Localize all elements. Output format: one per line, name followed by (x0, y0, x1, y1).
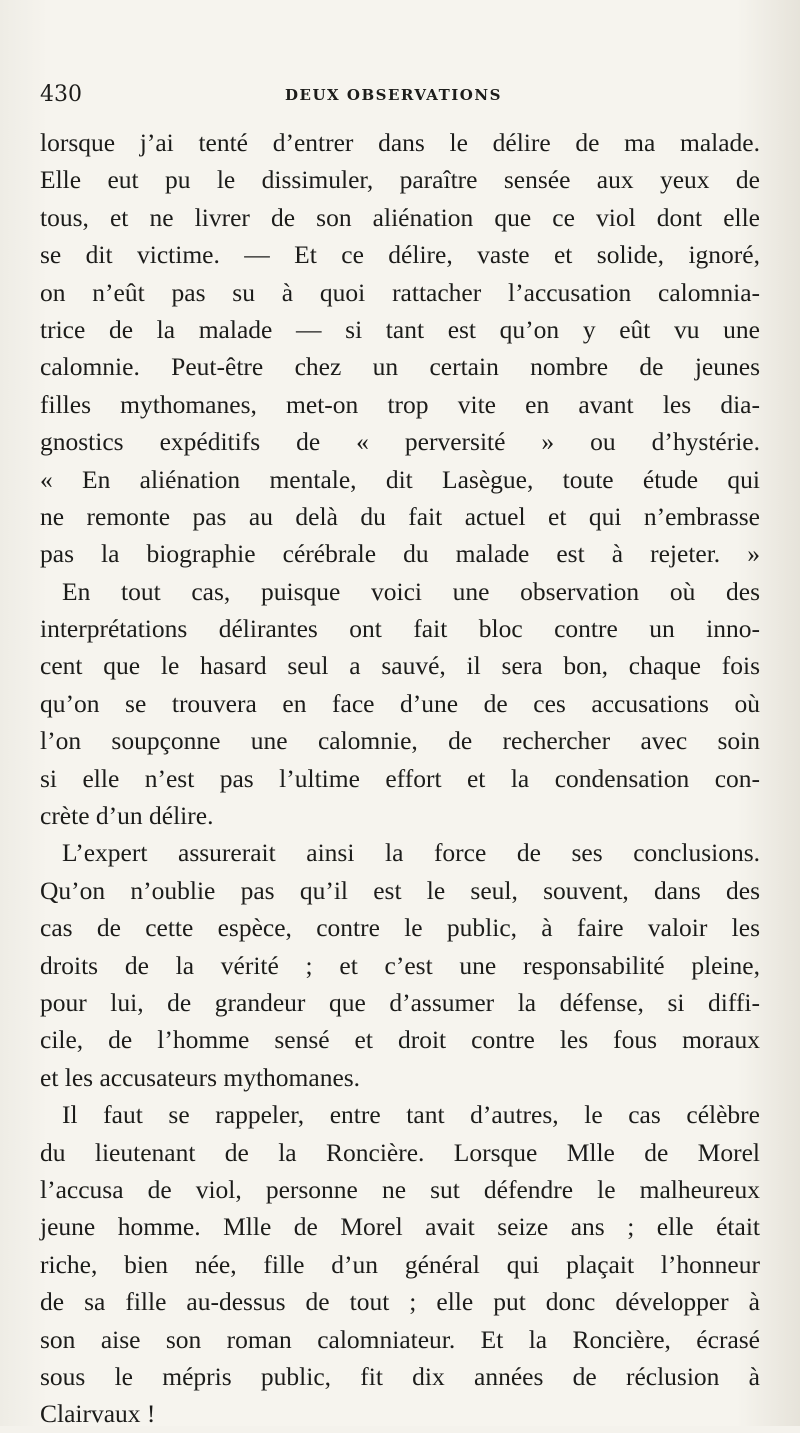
text-line: qu’on se trouvera en face d’une de ces accusations où (40, 688, 760, 718)
page-header (40, 82, 760, 112)
text-line: trice de la malade — si tant est qu’on y eût vu une (40, 314, 760, 344)
text-line: interprétations délirantes ont fait bloc contre un inno- (40, 614, 760, 644)
text-line: si elle n’est pas l’ultime effort et la condensation con- (40, 763, 760, 793)
text-line: cent que le hasard seul a sauvé, il sera bon, chaque fois (40, 651, 760, 681)
text-line: gnostics expéditifs de « perversité » ou d’hystérie. (40, 427, 760, 457)
text-line: calomnie. Peut-être chez un certain nombre de jeunes (40, 352, 760, 382)
text-line: En tout cas, puisque voici une observation où des (62, 576, 760, 606)
text-line: pour lui, de grandeur que d’assumer la défense, si diffi- (40, 987, 760, 1017)
text-line: Il faut se rappeler, entre tant d’autres, le cas célèbre (62, 1100, 760, 1130)
text-line: l’on soupçonne une calomnie, de rechercher avec soin (40, 726, 760, 756)
text-line: crète d’un délire. (40, 801, 214, 831)
text-line: cile, de l’homme sensé et droit contre les fous moraux (40, 1025, 760, 1055)
text-line: de sa fille au-dessus de tout ; elle put donc développer à (40, 1287, 760, 1317)
text-line: jeune homme. Mlle de Morel avait seize ans ; elle était (40, 1212, 760, 1242)
text-line: on n’eût pas su à quoi rattacher l’accusation calomnia- (40, 277, 760, 307)
text-line: l’accusa de viol, personne ne sut défendre le malheureux (40, 1174, 760, 1204)
text-line: et les accusateurs mythomanes. (40, 1062, 361, 1092)
body-text (40, 124, 760, 1433)
page-number: 430 (40, 82, 82, 107)
text-line: riche, bien née, fille d’un général qui plaçait l’honneur (40, 1249, 760, 1279)
text-line: ne remonte pas au delà du fait actuel et qui n’embrasse (40, 501, 760, 531)
text-line: du lieutenant de la Roncière. Lorsque Mlle de Morel (40, 1137, 760, 1167)
text-line: se dit victime. — Et ce délire, vaste et solide, ignoré, (40, 240, 760, 270)
text-line: cas de cette espèce, contre le public, à faire valoir les (40, 913, 760, 943)
running-title: DEUX OBSERVATIONS (285, 86, 502, 104)
text-line: Clairvaux ! (40, 1399, 156, 1429)
text-line: droits de la vérité ; et c’est une responsabilité pleine, (40, 950, 760, 980)
text-line: L’expert assurerait ainsi la force de ses conclusions. (62, 838, 760, 868)
text-line: Elle eut pu le dissimuler, paraître sensée aux yeux de (40, 165, 760, 195)
text-line: tous, et ne livrer de son aliénation que ce viol dont elle (40, 202, 760, 232)
text-line: lorsque j’ai tenté d’entrer dans le délire de ma malade. (40, 128, 760, 157)
text-line: pas la biographie cérébrale du malade est à rejeter. » (40, 539, 760, 569)
text-line: sous le mépris public, fit dix années de réclusion à (40, 1361, 760, 1391)
text-line: « En aliénation mentale, dit Lasègue, toute étude qui (40, 464, 760, 494)
text-line: son aise son roman calomniateur. Et la Roncière, écrasé (40, 1324, 760, 1354)
text-line: Qu’on n’oublie pas qu’il est le seul, souvent, dans des (40, 875, 760, 905)
text-line: filles mythomanes, met-on trop vite en avant les dia- (40, 389, 760, 419)
